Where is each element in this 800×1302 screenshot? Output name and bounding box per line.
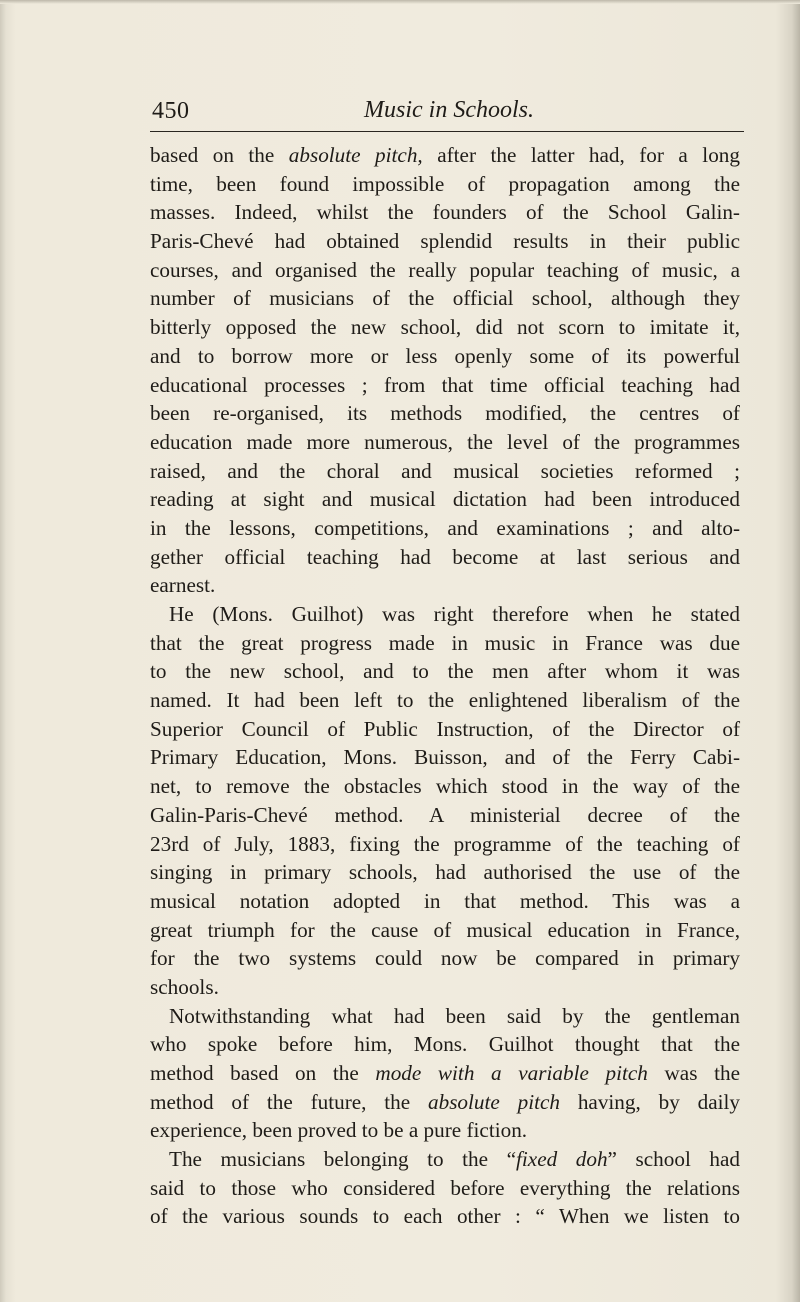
text-line xyxy=(150,198,740,227)
text-line xyxy=(150,1002,740,1031)
text-line xyxy=(150,887,740,916)
text-line xyxy=(150,715,740,744)
text-span: of the various sounds to each other : “ When we listen to xyxy=(150,1204,740,1229)
text-span: named. It had been left to the enlightened liberalism of the xyxy=(150,688,740,713)
text-line xyxy=(150,772,740,801)
text-line xyxy=(150,657,740,686)
text-line xyxy=(150,371,740,400)
text-line xyxy=(150,1030,740,1059)
text-span: based on the xyxy=(150,143,289,167)
text-line xyxy=(150,944,740,973)
text-line xyxy=(150,916,740,945)
text-span: Galin-Paris-Chevé method. A ministerial decree of the xyxy=(150,802,740,827)
text-line xyxy=(150,801,740,830)
text-line xyxy=(150,284,740,313)
text-line xyxy=(150,1202,740,1231)
text-span: who spoke before him, Mons. Guilhot thought that the xyxy=(150,1032,740,1057)
italic-text: mode with a variable pitch xyxy=(375,1061,648,1085)
text-line xyxy=(150,457,740,486)
text-span: Superior Council of Public Instruction, of the Director of xyxy=(150,716,740,741)
text-span: that the great progress made in music in France was due xyxy=(150,630,740,655)
text-line xyxy=(150,485,740,514)
text-span: for the two systems could now be compared in primary xyxy=(150,946,740,971)
text-line xyxy=(150,428,740,457)
italic-text: absolute pitch xyxy=(428,1089,560,1114)
text-span: said to those who considered before everything the relations xyxy=(150,1175,740,1200)
text-span: in the lessons, competitions, and examinations ; and alto- xyxy=(150,515,740,540)
text-line xyxy=(150,1174,740,1203)
text-span: to the new school, and to the men after whom it was xyxy=(150,659,740,684)
text-line xyxy=(150,514,740,543)
text-line xyxy=(150,629,740,658)
body-text xyxy=(150,141,740,1231)
text-line xyxy=(150,858,740,887)
italic-text: fixed doh xyxy=(516,1147,608,1172)
text-line xyxy=(150,141,740,170)
text-line xyxy=(150,973,740,1002)
text-line xyxy=(150,830,740,859)
text-line xyxy=(150,227,740,256)
text-span: net, to remove the obstacles which stood in the way of the xyxy=(150,774,740,799)
page-header xyxy=(150,92,744,132)
text-line xyxy=(150,1059,740,1088)
text-span: earnest. xyxy=(150,573,216,598)
text-span: great triumph for the cause of musical education in France, xyxy=(150,917,740,942)
text-line xyxy=(150,686,740,715)
text-span: Primary Education, Mons. Buisson, and of the Ferry Cabi- xyxy=(150,745,740,770)
text-span: education made more numerous, the level of the programmes xyxy=(150,429,740,454)
text-span: He (Mons. Guilhot) was right therefore when he stated xyxy=(169,602,740,626)
text-line xyxy=(150,543,740,572)
text-span: and to borrow more or less openly some of its powerful xyxy=(150,343,740,368)
text-span: was the xyxy=(647,1061,740,1085)
text-line xyxy=(150,600,740,629)
text-line xyxy=(150,313,740,342)
header-rule xyxy=(150,131,744,132)
paragraph xyxy=(150,1002,740,1145)
text-span: schools. xyxy=(150,974,219,999)
running-title: Music in Schools. xyxy=(364,97,534,123)
paragraph xyxy=(150,1145,740,1231)
text-span: raised, and the choral and musical societies reformed ; xyxy=(150,458,740,483)
text-span: method based on the xyxy=(150,1061,376,1085)
text-span: educational processes ; from that time official teaching had xyxy=(150,372,740,397)
text-span: bitterly opposed the new school, did not scorn to imitate it, xyxy=(150,315,740,340)
text-line xyxy=(150,1088,740,1117)
text-span: number of musicians of the official school, although they xyxy=(150,286,740,311)
text-line xyxy=(150,170,740,199)
paragraph xyxy=(150,141,740,600)
text-line xyxy=(150,1145,740,1174)
text-line xyxy=(150,571,740,600)
text-span: The musicians belonging to the “ xyxy=(169,1147,517,1172)
text-span: singing in primary schools, had authorised the use of the xyxy=(150,860,740,885)
text-span: Notwithstanding what had been said by the gentleman xyxy=(169,1003,740,1028)
text-span: after the latter had, for a long xyxy=(422,143,740,167)
text-span: method of the future, the xyxy=(150,1089,428,1114)
paragraph xyxy=(150,600,740,1002)
text-span: reading at sight and musical dictation had been introduced xyxy=(150,487,740,512)
text-span: experience, been proved to be a pure fiction. xyxy=(150,1118,528,1143)
page-number: 450 xyxy=(152,98,190,124)
text-span: courses, and organised the really popular teaching of music, a xyxy=(150,257,740,282)
text-line xyxy=(150,399,740,428)
page-top-edge xyxy=(0,0,800,4)
text-line xyxy=(150,342,740,371)
text-span: time, been found impossible of propagation among the xyxy=(150,171,740,196)
text-span: 23rd of July, 1883, fixing the programme of the teaching of xyxy=(150,831,740,856)
italic-text: absolute pitch, xyxy=(288,143,423,167)
text-span: ” school had xyxy=(607,1147,740,1172)
text-span: masses. Indeed, whilst the founders of the School Galin- xyxy=(150,200,740,225)
text-span: gether official teaching had become at last serious and xyxy=(150,544,740,569)
text-span: Paris-Chevé had obtained splendid results in their public xyxy=(150,229,740,254)
text-line xyxy=(150,256,740,285)
text-span: been re-organised, its methods modified, the centres of xyxy=(150,401,740,426)
text-line xyxy=(150,1116,740,1145)
text-span: musical notation adopted in that method. This was a xyxy=(150,888,740,913)
text-line xyxy=(150,743,740,772)
text-span: having, by daily xyxy=(560,1089,740,1114)
